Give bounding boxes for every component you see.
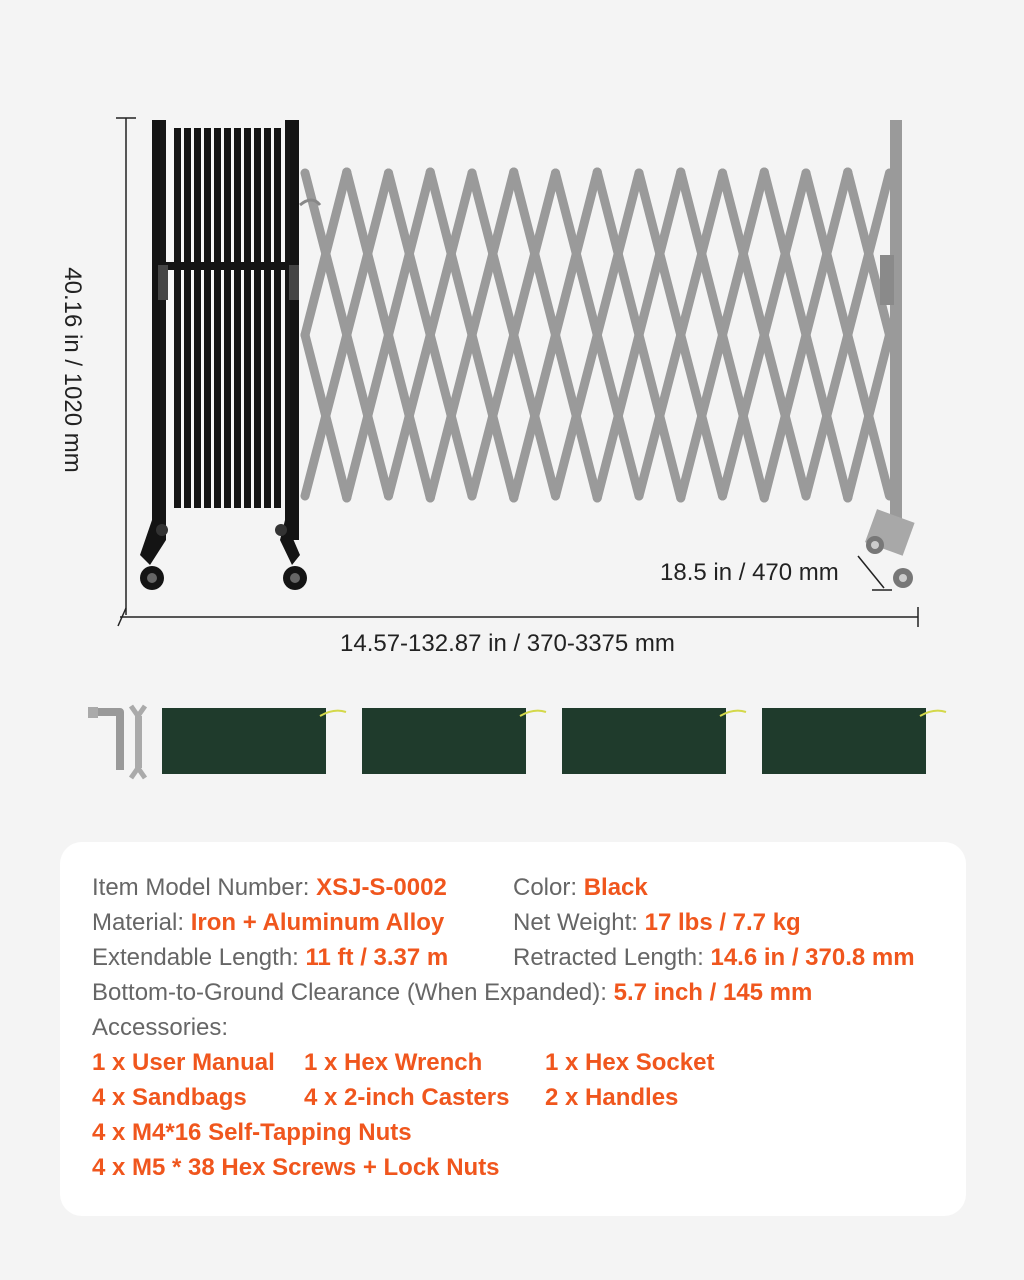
accessory-item: 1 x Hex Socket [545, 1049, 715, 1076]
hex-socket-icon [88, 707, 120, 770]
spec-ext-value: 11 ft / 3.37 m [305, 944, 449, 971]
spec-clear-label: Bottom-to-Ground Clearance (When Expanded): [92, 979, 614, 1006]
spec-weight [513, 909, 801, 937]
folded-gate-section [140, 120, 307, 590]
spec-material-value: Iron + Aluminum Alloy [190, 909, 445, 936]
accessory-item: 1 x Hex Wrench [304, 1049, 483, 1076]
spec-weight-value: 17 lbs / 7.7 kg [644, 909, 801, 936]
sandbag-image [162, 708, 326, 774]
spec-model [92, 874, 447, 902]
spec-ret-value: 14.6 in / 370.8 mm [710, 944, 915, 971]
right-post [865, 120, 915, 588]
spec-color-label: Color: [513, 874, 584, 901]
spec-clearance [92, 979, 812, 1007]
width-dimension-line [118, 607, 918, 627]
spec-color [513, 874, 648, 902]
width-dimension-label: 14.57-132.87 in / 370-3375 mm [340, 630, 675, 657]
sandbag-image [562, 708, 726, 774]
spec-extendable-length [92, 944, 448, 972]
spec-material [92, 909, 444, 937]
spec-clear-value: 5.7 inch / 145 mm [613, 979, 813, 1006]
spec-model-value: XSJ-S-0002 [316, 874, 447, 901]
accessory-item: 4 x Sandbags [92, 1084, 247, 1111]
depth-dimension-label: 18.5 in / 470 mm [660, 559, 839, 586]
depth-dimension-line [858, 556, 892, 590]
spec-ext-label: Extendable Length: [92, 944, 306, 971]
height-dimension-line [116, 118, 136, 615]
spec-ret-label: Retracted Length: [513, 944, 711, 971]
spec-model-label: Item Model Number: [92, 874, 317, 901]
spec-color-value: Black [583, 874, 648, 901]
hex-wrench-icon [131, 706, 145, 778]
spec-weight-label: Net Weight: [513, 909, 645, 936]
sandbag-image [362, 708, 526, 774]
spec-card [60, 842, 966, 1216]
accessory-item: 4 x M4*16 Self-Tapping Nuts [92, 1119, 412, 1146]
accessory-item: 4 x M5 * 38 Hex Screws + Lock Nuts [92, 1154, 500, 1181]
sandbag-image [762, 708, 926, 774]
spec-retracted-length [513, 944, 915, 972]
extended-lattice [305, 172, 890, 498]
accessory-item: 2 x Handles [545, 1084, 679, 1111]
accessories-heading: Accessories: [92, 1014, 229, 1041]
accessory-item: 4 x 2-inch Casters [304, 1084, 510, 1111]
accessory-item: 1 x User Manual [92, 1049, 275, 1076]
height-dimension-label: 40.16 in / 1020 mm [59, 267, 86, 473]
spec-material-label: Material: [92, 909, 191, 936]
